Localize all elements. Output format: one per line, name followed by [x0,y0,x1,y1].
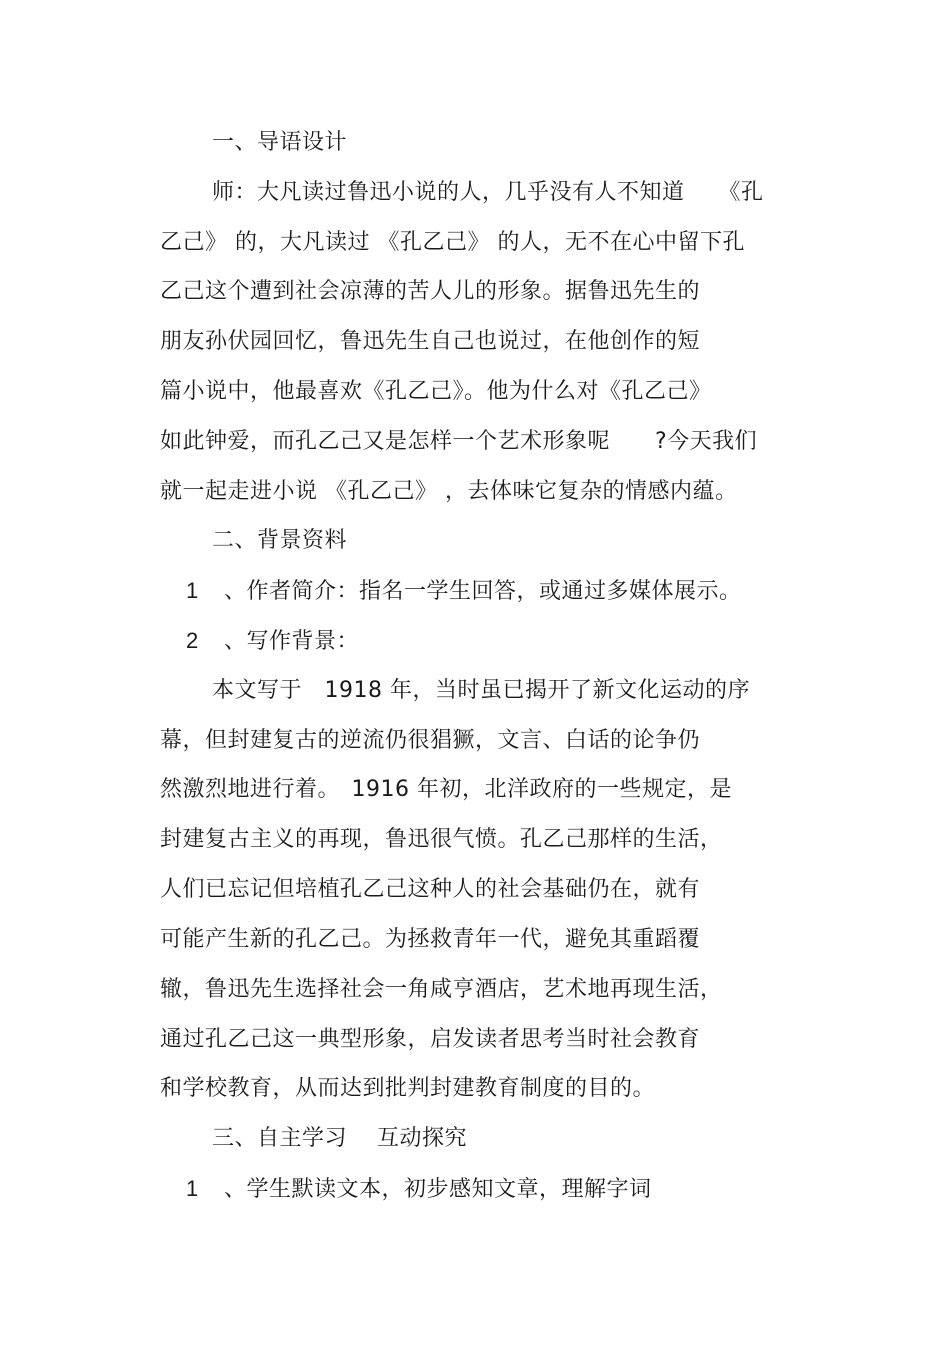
list-number: 1 [186,1176,199,1201]
paragraph-line: 乙己这个遭到社会凉薄的苦人儿的形象。据鲁迅先生的 [160,279,701,304]
list-number: 1 [186,578,199,603]
paragraph-line: 乙己》 的，大凡读过 《孔乙己》 的人，无不在心中留下孔 [160,230,745,255]
list-item-text: 、写作背景： [224,629,360,654]
paragraph-line: 本文写于 1918 年，当时虽已揭开了新文化运动的序 [212,678,750,703]
paragraph-line: 幕，但封建复古的逆流仍很猖獗，文言、白话的论争仍 [160,728,701,753]
list-item [186,626,359,656]
paragraph-line: 篇小说中，他最喜欢《孔乙己》。他为什么对《孔乙己》 [160,379,712,404]
section-heading-2: 二、背景资料 [212,528,348,553]
paragraph-line: 辙，鲁迅先生选择社会一角咸亨酒店，艺术地再现生活， [160,977,723,1002]
paragraph-line: 朋友孙伏园回忆，鲁迅先生自己也说过，在他创作的短 [160,329,701,354]
paragraph-line: 可能产生新的孔乙己。为拯救青年一代，避免其重蹈覆 [160,927,701,952]
list-item [186,576,742,606]
paragraph-line: 和学校教育，从而达到批判封建教育制度的目的。 [160,1076,656,1101]
paragraph-line: 然激烈地进行着。 1916 年初，北洋政府的一些规定，是 [160,777,732,802]
list-item-text: 、学生默读文本，初步感知文章，理解字词 [224,1177,652,1202]
paragraph-line: 如此钟爱，而孔乙己又是怎样一个艺术形象呢 ?今天我们 [160,429,758,454]
paragraph-line: 通过孔乙己这一典型形象，启发读者思考当时社会教育 [160,1027,701,1052]
list-item-text: 、作者简介：指名一学生回答，或通过多媒体展示。 [224,579,742,604]
list-item [186,1174,652,1204]
paragraph-line: 就一起走进小说 《孔乙己》 ，去体味它复杂的情感内蕴。 [160,479,738,504]
section-heading-1: 一、导语设计 [212,130,348,155]
paragraph-line: 封建复古主义的再现，鲁迅很气愤。孔乙己那样的生活， [160,827,723,852]
section-heading-3: 三、自主学习 互动探究 [212,1126,467,1151]
paragraph-line: 师：大凡读过鲁迅小说的人，几乎没有人不知道 《孔 [212,180,764,205]
paragraph-line: 人们已忘记但培植孔乙己这种人的社会基础仍在，就有 [160,877,701,902]
list-number: 2 [186,628,199,653]
